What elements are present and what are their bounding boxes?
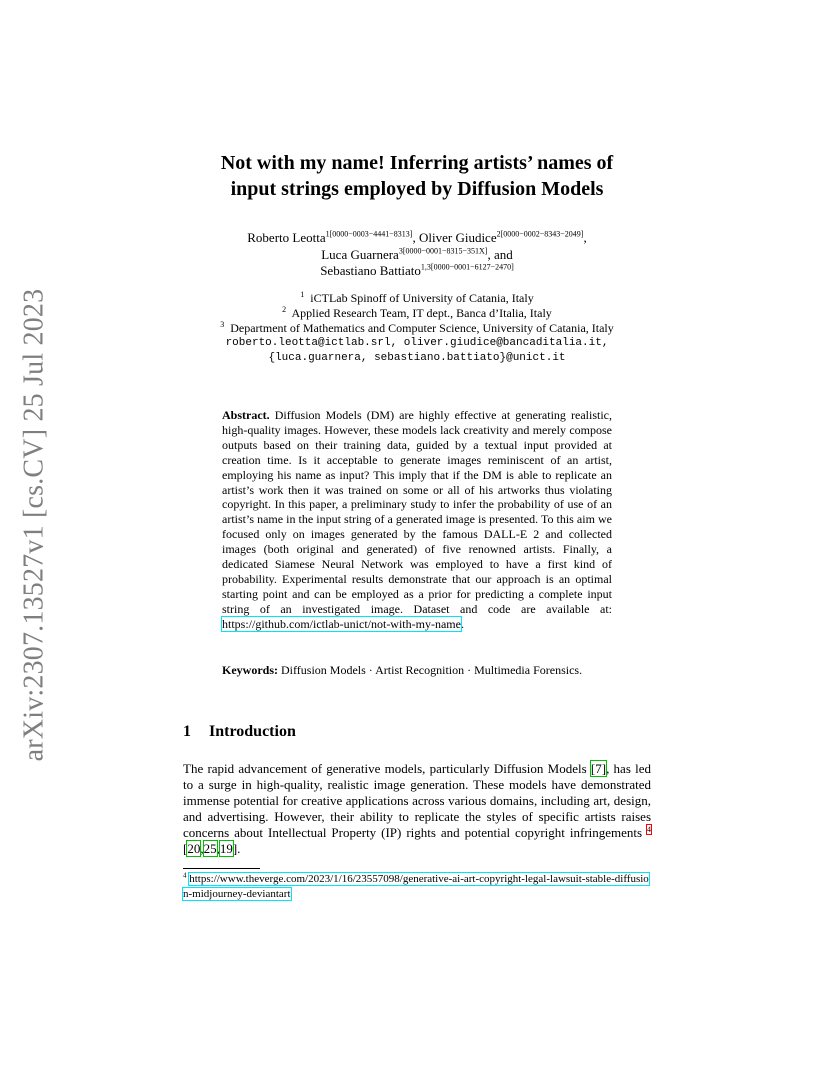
author-orcid: 2[0000−0002−8343−2049]	[496, 229, 584, 239]
citation-link[interactable]: 25	[203, 841, 217, 856]
author-line-3	[150, 262, 684, 279]
author-orcid: 3[0000−0001−8315−351X]	[398, 246, 488, 256]
abstract	[222, 408, 612, 632]
intro-text: , has led to a surge in high-quality, realistic image generation. These models have demonstrated immense potential for creative applications across various domains, including art, design, and advertising. However, their ability to replicate the styles of specific artists raises concerns about Intellectual Property (IP) rights and potential copyright infringements	[183, 761, 651, 840]
paper-title	[150, 150, 684, 202]
author-orcid: 1[0000−0003−4441−8313]	[325, 229, 413, 239]
dataset-link[interactable]: https://github.com/ictlab-unict/not-with-my-name	[222, 616, 461, 631]
footnote-rule	[183, 868, 260, 869]
author-name: Luca Guarnera	[321, 247, 399, 262]
author-name: Sebastiano Battiato	[320, 263, 421, 278]
arxiv-identifier-text: arXiv:2307.13527v1 [cs.CV] 25 Jul 2023	[18, 288, 49, 762]
author-separator: ,	[583, 230, 587, 245]
keywords-text: Diffusion Models · Artist Recognition · Multimedia Forensics.	[281, 663, 583, 677]
citation-link[interactable]: [7]	[590, 761, 607, 776]
affiliation-number: 1	[300, 290, 305, 299]
citation-separator: ,	[200, 841, 204, 856]
email-line-2: {luca.guarnera, sebastiano.battiato}@unict.it	[268, 352, 566, 364]
citation-separator: ,	[216, 841, 220, 856]
keywords	[222, 663, 612, 678]
affiliation-text: Applied Research Team, IT dept., Banca d’Italia, Italy	[291, 306, 552, 320]
footnote-number: 4	[183, 871, 187, 880]
abstract-label: Abstract.	[222, 408, 270, 422]
affiliation	[150, 306, 684, 321]
author-line-1	[150, 229, 684, 246]
citation-link[interactable]: 20	[187, 841, 201, 856]
affiliation	[150, 291, 684, 306]
author-separator: , and	[487, 247, 513, 262]
author-name: , Oliver Giudice	[412, 230, 497, 245]
intro-text: The rapid advancement of generative models, particularly Diffusion Models	[183, 761, 591, 776]
affiliation	[150, 321, 684, 336]
section-heading	[183, 722, 296, 742]
section-number: 1	[183, 723, 191, 740]
intro-text: [	[183, 841, 188, 856]
intro-text: ].	[232, 841, 241, 856]
footnote	[183, 872, 653, 902]
footnote-url-link[interactable]: https://www.theverge.com/2023/1/16/23557098/generative-ai-art-copyright-legal-lawsuit-stable-diffusion-midjourney-deviantart	[183, 873, 649, 900]
abstract-end: .	[460, 616, 464, 631]
citation-link[interactable]: 19	[219, 841, 233, 856]
section-title: Introduction	[209, 723, 296, 740]
author-line-2	[150, 246, 684, 263]
affiliation-number: 3	[220, 320, 225, 329]
affiliation-number: 2	[282, 305, 287, 314]
title-line-2: input strings employed by Diffusion Models	[230, 178, 604, 200]
title-line-1: Not with my name! Inferring artists’ names of	[220, 152, 614, 174]
author-orcid: 1,3[0000−0001−6127−2470]	[420, 262, 514, 272]
author-name: Roberto Leotta	[247, 230, 326, 245]
keywords-label: Keywords:	[222, 663, 278, 677]
arxiv-identifier	[4, 288, 64, 762]
affiliation-text: Department of Mathematics and Computer Science, University of Catania, Italy	[230, 321, 614, 335]
email-line-1: roberto.leotta@ictlab.srl, oliver.giudice@bancaditalia.it,	[225, 337, 609, 349]
abstract-text: Diffusion Models (DM) are highly effective at generating realistic, high-quality images. However, these models lack creativity and merely compose outputs based on their training data, guided by a textual input provided at creation time. Is it acceptable to generate images reminiscent of an artist, employing his name as input? This imply that if the DM is able to replicate an artist’s work then it was trained on some or all of his artworks thus violating copyright. In this paper, a preliminary study to infer the probability of use of an artist’s name in the input string of a generated image is presented. To this aim we focused only on images generated by the famous DALL-E 2 and collected images (both original and generated) of five renowned artists. Finally, a dedicated Siamese Neural Network was employed to have a first kind of probability. Experimental results demonstrate that our approach is an optimal starting point and can be employed as a prior for predicting a complete input string of an investigated image. Dataset and code are available at:	[222, 408, 612, 616]
intro-paragraph	[183, 761, 651, 857]
footnote-marker[interactable]: 4	[647, 824, 651, 834]
affiliation-text: iCTLab Spinoff of University of Catania, Italy	[310, 291, 534, 305]
